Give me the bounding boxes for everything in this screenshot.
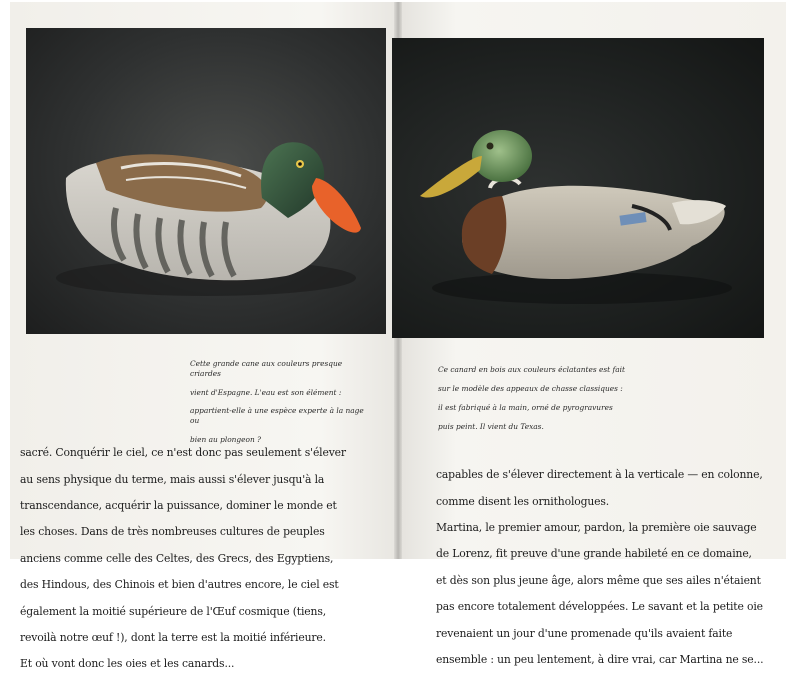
- body-line: revoilà notre œuf !), dont la terre est la moitié inférieure.: [20, 631, 326, 645]
- right-body-text: [436, 455, 766, 679]
- caption-line: Cette grande cane aux couleurs presque criardes: [190, 359, 343, 378]
- body-line: capables de s'élever directement à la verticale — en colonne,: [436, 468, 763, 482]
- caption-line: il est fabriqué à la main, orné de pyrogravures: [438, 403, 613, 413]
- left-photo: [26, 28, 386, 334]
- caption-line: puis peint. Il vient du Texas.: [438, 421, 544, 431]
- right-photo-caption: [438, 356, 628, 441]
- body-line: ensemble : un peu lentement, à dire vrai, car Martina ne se...: [436, 653, 764, 667]
- body-line: également la moitié supérieure de l'Œuf cosmique (tiens,: [20, 604, 326, 618]
- body-line: au sens physique du terme, mais aussi s'élever jusqu'à la: [20, 472, 325, 486]
- body-line: des Hindous, des Chinois et bien d'autres encore, le ciel est: [20, 578, 339, 592]
- right-photo: [392, 38, 764, 338]
- caption-line: vient d'Espagne. L'eau est son élément :: [190, 387, 342, 397]
- caption-line: bien au plongeon ?: [190, 434, 262, 444]
- body-line: Martina, le premier amour, pardon, la première oie sauvage: [436, 521, 757, 535]
- body-line: et dès son plus jeune âge, alors même que ses ailes n'étaient: [436, 573, 761, 587]
- body-line: pas encore totalement développées. Le savant et la petite oie: [436, 600, 763, 614]
- body-line: de Lorenz, fit preuve d'une grande habileté en ce domaine,: [436, 547, 752, 561]
- caption-line: sur le modèle des appeaux de chasse classiques :: [438, 384, 623, 394]
- body-line: anciens comme celle des Celtes, des Grecs, des Egyptiens,: [20, 551, 334, 565]
- body-line: Et où vont donc les oies et les canards...: [20, 657, 235, 671]
- caption-line: appartient-elle à une espèce experte à la nage ou: [190, 406, 364, 425]
- body-line: transcendance, acquérir la puissance, dominer le monde et: [20, 499, 337, 513]
- body-line: revenaient un jour d'une promenade qu'ils avaient faite: [436, 626, 733, 640]
- body-line: comme disent les ornithologues.: [436, 494, 610, 508]
- duck-decoy-left-illustration: [26, 28, 386, 334]
- body-line: les choses. Dans de très nombreuses cultures de peuples: [20, 525, 325, 539]
- body-line: sacré. Conquérir le ciel, ce n'est donc pas seulement s'élever: [20, 446, 346, 460]
- duck-decoy-right-illustration: [392, 38, 764, 338]
- caption-line: Ce canard en bois aux couleurs éclatantes est fait: [438, 365, 625, 375]
- left-body-text: [20, 433, 370, 684]
